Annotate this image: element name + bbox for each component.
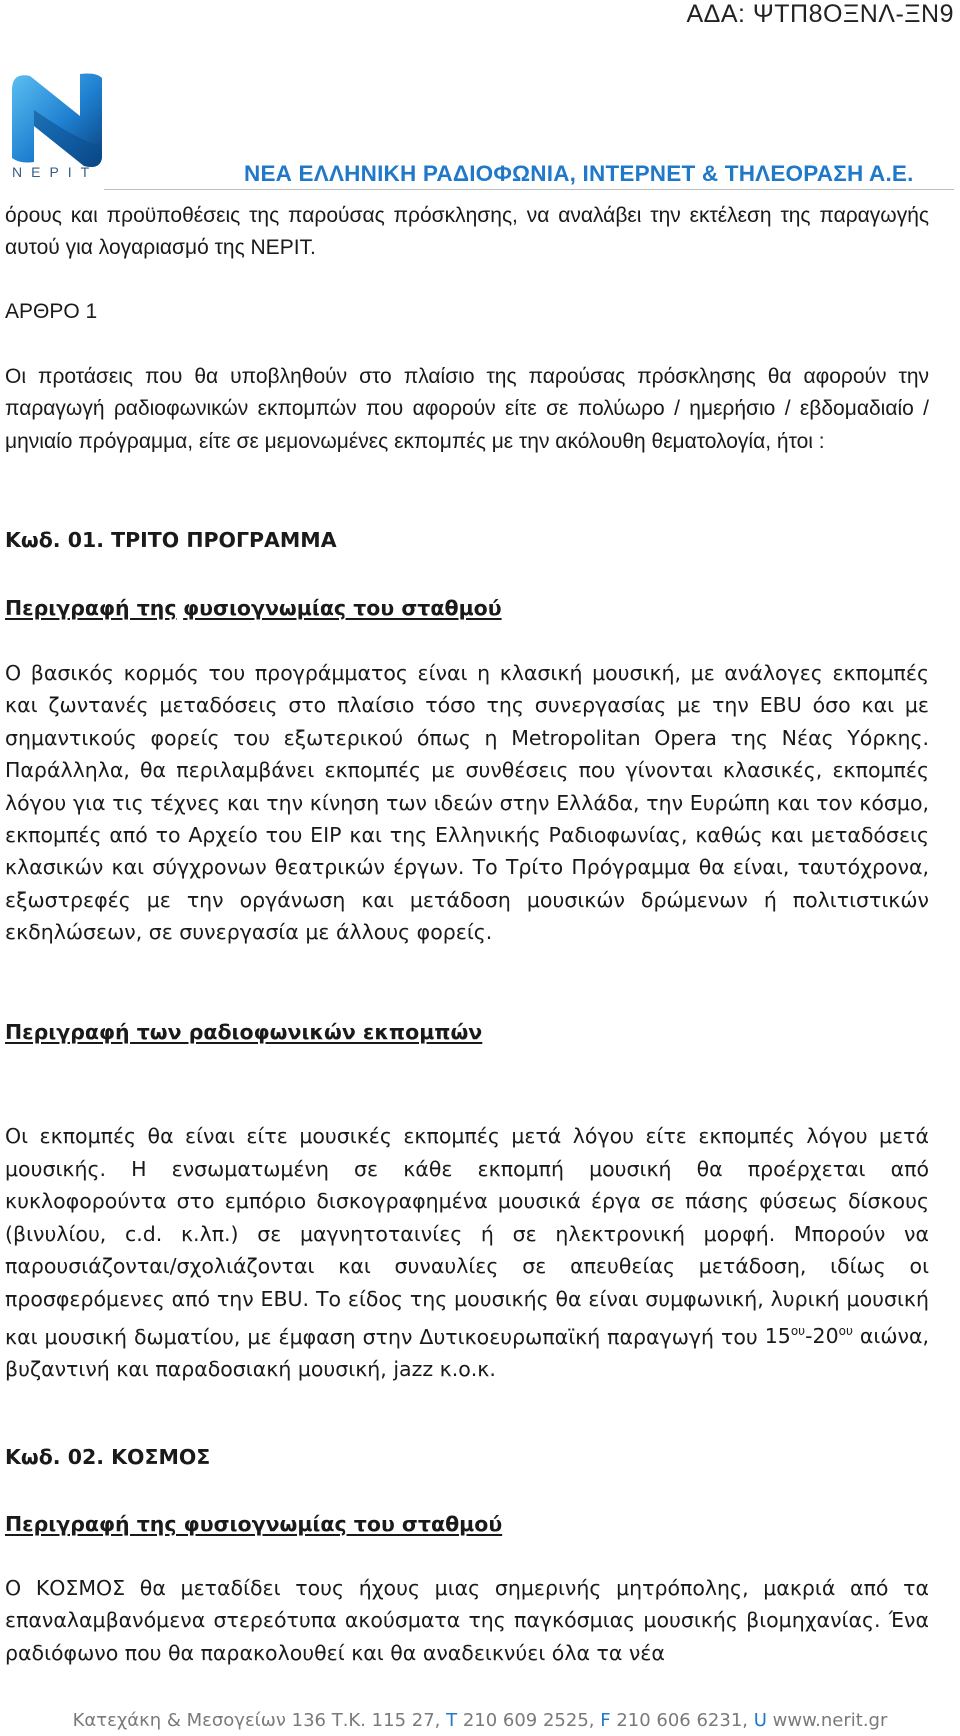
article-title: ΑΡΘΡΟ 1 — [5, 300, 98, 323]
footer-f-value: 210 606 6231, — [610, 1710, 754, 1731]
footer-u-label: U — [753, 1710, 767, 1731]
station-description-paragraph-1: Ο βασικός κορμός του προγράμματος είναι η κλασική μουσική, με ανάλογες εκπομπές και ζωντανές μεταδόσεις στο πλαίσιο τόσο της συνεργασίας με την EBU όσο και με σημαντικούς φορείς του εξωτερικού όπως η Metropolitan Opera της Νέας Υόρκης. Παράλληλα, θα περιλαμβάνει εκπομπές με συνθέσεις που γίνονται κλασικές, εκπομπές λόγου για τις τέχνες και την κίνηση των ιδεών στην Ελλάδα, την Ευρώπη και τον κόσμο, εκπομπές από το Αρχείο του ΕΙΡ και της Ελληνικής Ραδιοφωνίας, καθώς και μεταδόσεις κλασικών και σύγχρονων θεατρικών έργων. Το Τρίτο Πρόγραμμα θα είναι, ταυτόχρονα, εξωστρεφές με την οργάνωση και μετάδοση μουσικών δρώμενων ή πολιτιστικών εκδηλώσεων, σε συνεργασία με άλλους φορείς. — [5, 661, 929, 945]
code-01-heading: Κωδ. 01. ΤΡΙΤΟ ΠΡΟΓΡΑΜΜΑ — [5, 528, 337, 552]
heading-part-b: φυσιογνωμίας του σταθμού — [183, 596, 502, 620]
footer-f-label: F — [600, 1710, 611, 1731]
intro-paragraph: όρους και προϋποθέσεις της παρούσας πρόσκλησης, να αναλάβει την εκτέλεση της παραγωγής αυτού για λογαριασμό της ΝΕΡΙΤ. — [5, 204, 929, 260]
shows-last-line: $15^{o\upsilon}-20^{o\upsilon}$ αιώνα, βυζαντινή και παραδοσιακή μουσική, jazz κ.ο.κ. — [5, 1324, 929, 1381]
article-paragraph: Οι προτάσεις που θα υποβληθούν στο πλαίσιο της παρούσας πρόσκλησης θα αφορούν την παραγωγή ραδιοφωνικών εκπομπών που αφορούν είτε σε πολύωρο / ημερήσιο / εβδομαδιαίο /μηνιαίο πρόγραμμα, είτε σε μεμονωμένες εκπομπές με την ακόλουθη θεματολογία, ήτοι : — [5, 365, 929, 453]
header-divider — [104, 189, 954, 190]
station-description-paragraph-2: Ο ΚΟΣΜΟΣ θα μεταδίδει τους ήχους μιας σημερινής μητρόπολης, μακριά από τα επαναλαμβανόμενα στερεότυπα ακούσματα της παγκόσμιας μουσικής βιομηχανίας. Ένα ραδιόφωνο που θα παρακολουθεί και θα αναδεικνύει όλα τα νέα — [5, 1576, 929, 1665]
shows-description-paragraph — [5, 1120, 929, 1386]
shows-text: Οι εκπομπές θα είναι είτε μουσικές εκπομπές μετά λόγου είτε εκπομπές λόγου μετά μουσικής. Η ενσωματωμένη σε κάθε εκπομπή μουσική θα προέρχεται από κυκλοφορούντα στο εμπόριο δισκογραφημένα μουσικά έργα σε πάσης φύσεως δίσκους (βινυλίου, c.d. κ.λπ.) σε μαγνητοταινίες ή σε ηλεκτρονική μορφή. Μπορούν να παρουσιάζονται/σχολιάζονται και συναυλίες σε απευθείας μετάδοση, ιδίως οι προσφερόμενες από την EBU. Το είδος της μουσικής θα είναι συμφωνική, λυρική μουσική και μουσική δωματίου, με έμφαση στην Δυτικοευρωπαϊκή παραγωγή του — [5, 1124, 929, 1349]
page-footer — [0, 1710, 960, 1731]
footer-t-value: 210 609 2525, — [457, 1710, 601, 1731]
ada-code: ΑΔΑ: ΨΤΠ8ΟΞΝΛ-ΞΝ9 — [686, 0, 954, 28]
organization-name: ΝΕΑ ΕΛΛΗΝΙΚΗ ΡΑΔΙΟΦΩΝΙΑ, ΙΝΤΕΡΝΕΤ & ΤΗΛΕΟΡΑΣΗ Α.Ε. — [244, 161, 914, 186]
footer-address: Κατεχάκη & Μεσογείων 136 Τ.Κ. 115 27, — [72, 1710, 447, 1731]
station-description-heading-2 — [5, 1508, 929, 1540]
heading2-text: Περιγραφή της φυσιογνωμίας του σταθμού — [5, 1512, 503, 1536]
logo-wordmark: ΝΕΡΙΤ — [12, 164, 99, 180]
heading-part-a: Περιγραφή της — [5, 596, 177, 620]
footer-t-label: T — [446, 1710, 458, 1731]
footer-url: www.nerit.gr — [766, 1710, 888, 1731]
shows-description-heading — [5, 1016, 929, 1048]
station-description-heading-1 — [5, 592, 929, 624]
code-02-heading: Κωδ. 02. ΚΟΣΜΟΣ — [5, 1445, 211, 1469]
shows-heading-text: Περιγραφή των ραδιοφωνικών εκπομπών — [5, 1020, 483, 1044]
